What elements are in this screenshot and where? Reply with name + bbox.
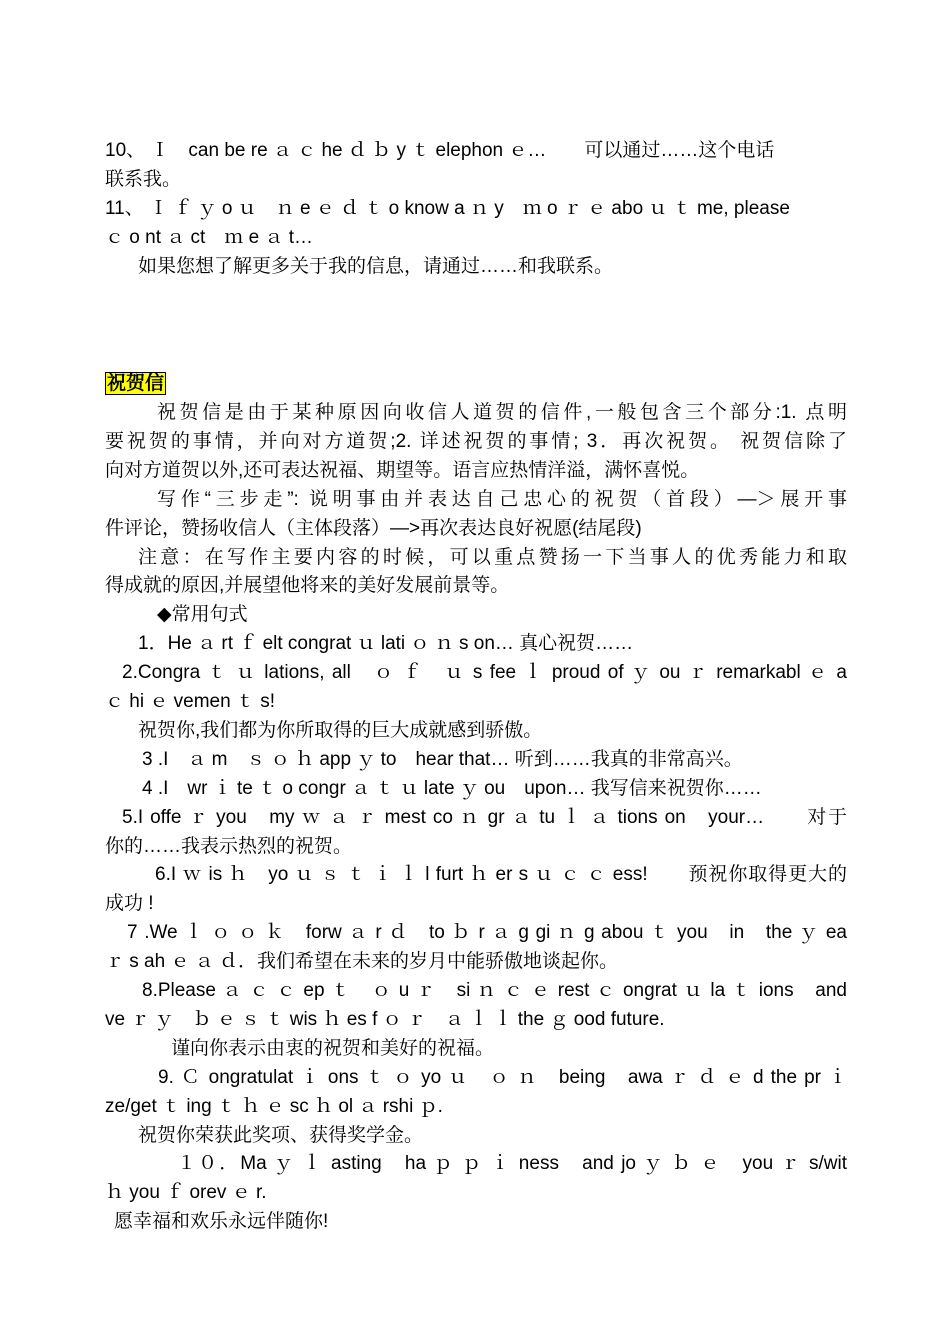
text-line: 谨向你表示由衷的祝贺和美好的祝福。 xyxy=(171,1037,495,1059)
text-line: 得成就的原因,并展望他将来的美好发展前景等。 xyxy=(105,575,510,597)
text-line: 成功 ! xyxy=(105,893,154,915)
text-line: 注意：在写作主要内容的时候，可以重点赞扬一下当事人的优秀能力和取 xyxy=(138,546,847,568)
text-line: 11、 Ｉ ｆ ｙ o ｕ ｎ e ｅ ｄ ｔ o know a ｎ y ｍ o ｒ ｅ abo ｕ ｔ me, please xyxy=(105,198,790,219)
text-line: ◆常用句式 xyxy=(157,604,248,626)
text-line: 你的……我表示热烈的祝贺。 xyxy=(105,835,353,857)
text-line: 1．He ａ rt ｆ elt congrat ｕ lati ｏ ｎ s on… 真心祝贺…… xyxy=(138,633,634,655)
text-line: 4 .I wr ｉ te ｔ o congr ａ ｔ ｕ late ｙ ou upon… 我写信来祝贺你…… xyxy=(142,777,762,799)
text-line: ｃ o nt ａ ct ｍ e ａ t… xyxy=(105,227,313,248)
text-line: 7 .We ｌ ｏ ｏ ｋ forw ａ r ｄ to ｂ r ａ g gi ｎ g abou ｔ you in the ｙ ea xyxy=(127,922,847,944)
text-line: ｃ hi ｅ vemen ｔ s! xyxy=(105,691,275,712)
text-line: ｈ you ｆ orev ｅ r. xyxy=(105,1182,267,1204)
text-line: 8.Please ａ ｃ ｃ ep ｔ ｏ u ｒ si ｎ ｃ ｅ rest ｃ ongrat ｕ la ｔ ions and xyxy=(142,980,847,1001)
text-line: 9. Ｃ ongratulat ｉ ons ｔ ｏ yo ｕ ｏ ｎ being awa ｒ ｄ ｅ d the pr ｉ xyxy=(158,1066,847,1088)
text-line: ｒ s ah ｅ ａ ｄ．我们希望在未来的岁月中能骄傲地谈起你。 xyxy=(105,951,619,973)
text-line: 愿幸福和欢乐永远伴随你! xyxy=(114,1211,329,1233)
text-line: 10、 Ｉ can be re ａ ｃ he ｄ ｂ y ｔ elephon ｅ… 可以通过……这个电话 xyxy=(105,140,775,161)
text-line: 祝贺你荣获此奖项、获得奖学金。 xyxy=(138,1124,424,1146)
text-line: 件评论，赞扬收信人（主体段落）—>再次表达良好祝愿(结尾段) xyxy=(105,517,642,539)
text-line: 6.I ｗ is ｈ yo ｕ ｓ ｔ ｉ ｌ l furt ｈ er s ｕ ｃ ｃ ess! 预祝你取得更大的 xyxy=(155,864,847,886)
text-line: ze/get ｔ ing ｔ ｈ ｅ sc ｈ ol ａ rshi ｐ. xyxy=(105,1095,443,1117)
text-line: 5.I offe ｒ you my ｗ ａ ｒ mest co ｎ gr ａ tu ｌ ａ tions on your… 对于 xyxy=(122,806,847,828)
text-line: ve ｒ ｙ ｂ ｅ ｓ ｔ wis ｈ es f ｏ ｒ ａ ｌ ｌ the ｇ ood future. xyxy=(105,1008,665,1030)
text-line: 祝贺信是由于某种原因向收信人道贺的信件,一般包含三个部分:1. 点明 xyxy=(157,402,847,423)
text-line: 向对方道贺以外,还可表达祝福、期望等。语言应热情洋溢，满怀喜悦。 xyxy=(105,459,700,481)
text-line: 3 .I ａ m ｓ ｏ ｈ app ｙ to hear that… 听到……我真的非常高兴。 xyxy=(142,748,743,770)
text-line: 2.Congra ｔ ｕ lations, all ｏ ｆ ｕ s fee ｌ proud of ｙ ou ｒ remarkabl ｅ a xyxy=(122,662,847,684)
section-title: 祝贺信 xyxy=(107,373,165,394)
text-line: 祝贺你,我们都为你所取得的巨大成就感到骄傲。 xyxy=(138,719,543,741)
text-line: 写作“三步走”: 说明事由并表达自己忠心的祝贺（首段）—＞展开事 xyxy=(157,488,847,510)
text-line: 要祝贺的事情，并向对方道贺;2. 详述祝贺的事情; 3．再次祝贺。 祝贺信除了 xyxy=(105,430,847,452)
text-line: 联系我。 xyxy=(105,169,182,190)
section-heading-line xyxy=(105,369,847,398)
text-line: 如果您想了解更多关于我的信息，请通过……和我联系。 xyxy=(138,256,614,277)
text-line: １０．Ma ｙ ｌ asting ha ｐ ｐ ｉ ness and jo ｙ ｂ ｅ you ｒ s/wit xyxy=(177,1153,847,1175)
